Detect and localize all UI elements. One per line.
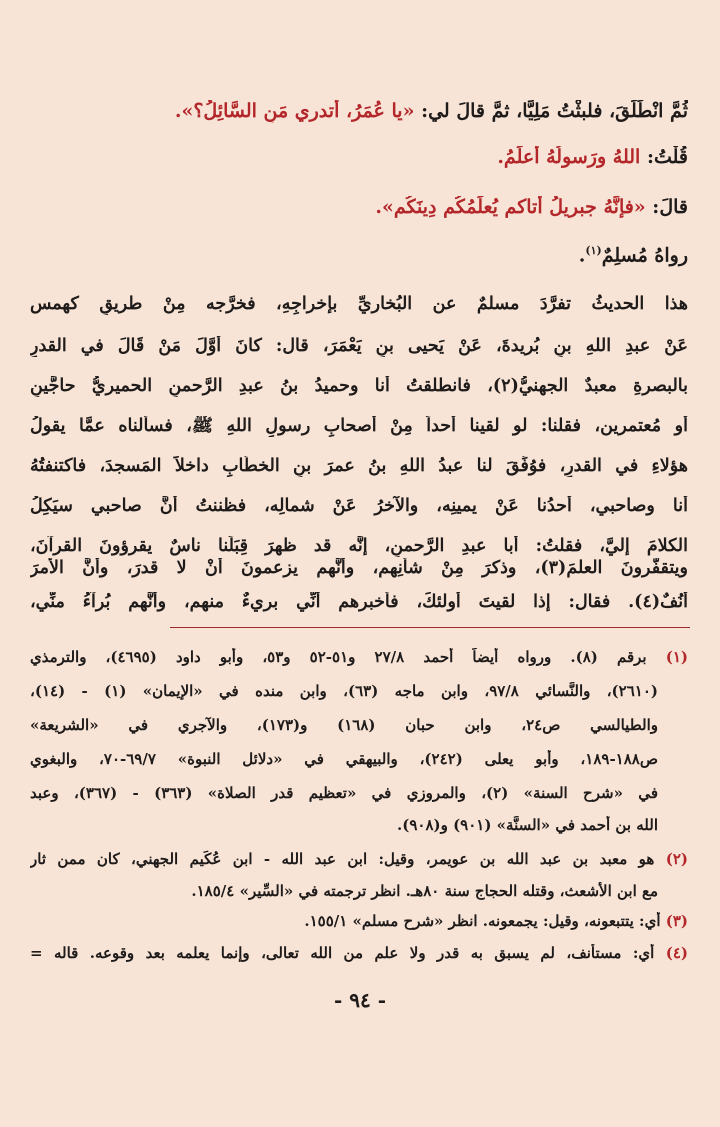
source-end: . bbox=[578, 244, 586, 267]
narration-text: قالَ: bbox=[645, 196, 688, 218]
narration-text: قُلْتُ: bbox=[640, 146, 688, 168]
footnote-text: هو معبد بن عبد الله بن عويمر، وقيل: ابن عبد الله - ابن عُكَيم الجهني، كان ممن ثار bbox=[30, 850, 655, 868]
footnote-number: (١) bbox=[665, 648, 688, 666]
footnote-divider bbox=[170, 627, 690, 628]
body-line: الكلامَ إليَّ، فقلتُ: أبا عبدِ الرَّحمنِ، إنَّه قد ظهرَ قِبَلَنا ناسٌ يقرؤونَ القرآنَ، bbox=[30, 536, 688, 556]
footnote-text: برقم (٨). ورواه أيضاً أحمد ٢٧/٨ و٥١-٥٢ و٥٣، وأبو داود (٤٦٩٥)، والترمذي bbox=[30, 648, 647, 666]
hadith-source bbox=[30, 244, 688, 267]
body-line: ويتقفَّرونَ العلمَ(٣)، وذكرَ مِنْ شأنِهم، وأنَّهم يزعمونَ أنْ لا قدرَ، وأنَّ الأمرَ bbox=[30, 558, 688, 578]
footnote-ref-1: (١) bbox=[585, 244, 602, 257]
body-line: أو مُعتمرين، فقلنا: لو لقينا أحداً مِنْ أصحابِ رسولِ اللهِ ﷺ، فسألناه عمَّا يقولُ bbox=[30, 416, 688, 436]
footnote-text: أي: مستأنف، لم يسبق به قدر ولا علم من الله تعالى، وإنما يعلمه بعد وقوعه. قاله = bbox=[30, 944, 655, 962]
footnote-2-line bbox=[30, 850, 688, 868]
footnote-2-line: مع ابن الأشعث، وقتله الحجاج سنة ٨٠هـ. انظر ترجمته في «السِّير» ١٨٥/٤. bbox=[191, 882, 658, 900]
footnote-1-line: ص١٨٨-١٨٩، وأبو يعلى (٢٤٢)، والبيهقي في «دلائل النبوة» ٦٩/٧-٧٠، والبغوي bbox=[30, 750, 658, 768]
body-line: هؤلاءِ في القدرِ، فوُفِّقَ لنا عبدُ اللهِ بنُ عمرَ بنِ الخطَّابِ داخلاً المَسجدَ، فاكتنفتُهُ bbox=[30, 456, 688, 476]
page-number: - ٩٤ - bbox=[333, 988, 386, 1012]
prophet-quote: «فإنَّهُ جبريلُ أتاكم يُعلِّمُكُم دِينَكُم». bbox=[375, 196, 646, 218]
footnote-1-line bbox=[30, 648, 688, 666]
hadith-line-1 bbox=[30, 100, 688, 123]
footnote-1-line: في «شرح السنة» (٢)، والمروزي في «تعظيم قدر الصلاة» (٣٦٣) - (٣٦٧)، وعبد bbox=[30, 784, 658, 802]
footnote-number: (٢) bbox=[665, 850, 688, 868]
footnote-number: (٣) bbox=[665, 912, 688, 930]
hadith-line-2 bbox=[30, 146, 688, 169]
footnote-1-line: والطيالسي ص٢٤، وابن حبان (١٦٨) و(١٧٣)، والآجري في «الشريعة» bbox=[30, 716, 658, 734]
body-line: هذا الحديثُ تفرَّدَ مسلمٌ عن البُخاريِّ بإخراجِهِ، فخرَّجه مِنْ طريقِ كهمس bbox=[30, 294, 688, 314]
body-line: بالبصرةِ معبدٌ الجهنيُّ(٢)، فانطلقتُ أنا وحميدُ بنُ عبدِ الرَّحمنِ الحميريُّ حاجَّينِ bbox=[30, 376, 688, 396]
body-line: أنا وصاحبي، أحدُنا عَنْ يمينِه، والآخرُ عَنْ شمالِه، فظننتُ أنَّ صاحبي سيَكِلُ bbox=[30, 496, 688, 516]
footnote-4-line bbox=[30, 944, 688, 962]
footnote-number: (٤) bbox=[665, 944, 688, 962]
body-line: أُنُفٌ(٤). فقال: إذا لقيتَ أولئكَ، فأخبرهم أنِّي بريءٌ منهم، وأنَّهم بُرآءُ منِّي، bbox=[30, 592, 688, 612]
body-line: عَنْ عبدِ اللهِ بنِ بُريدةَ، عَنْ يَحيى بنِ يَعْمَرَ، قال: كانَ أوَّلَ مَنْ قَالَ في القدرِ bbox=[30, 336, 688, 356]
answer-quote: اللهُ ورَسولُهُ أَعلَمُ. bbox=[497, 146, 641, 168]
footnote-1-line: (٢٦١٠)، والنَّسائي ٩٧/٨، وابن ماجه (٦٣)، وابن منده في «الإيمان» (١) - (١٤)، bbox=[30, 682, 658, 700]
hadith-line-3 bbox=[30, 196, 688, 219]
source-text: رواهُ مُسلِمٌ bbox=[601, 244, 688, 267]
footnote-3-line bbox=[30, 912, 688, 930]
footnote-text: أي: يتتبعونه، وقيل: يجمعونه. انظر «شرح مسلم» ١٥٥/١. bbox=[304, 912, 661, 930]
footnote-1-line: الله بن أحمد في «السنَّة» (٩٠١) و(٩٠٨). bbox=[397, 816, 658, 834]
prophet-quote: «يا عُمَرُ، أتدري مَنِ السَّائِلُ؟». bbox=[174, 100, 415, 122]
narration-text: ثُمَّ انْطَلَقَ، فلبثْتُ مَلِيًّا، ثمَّ قالَ لي: bbox=[414, 100, 688, 122]
